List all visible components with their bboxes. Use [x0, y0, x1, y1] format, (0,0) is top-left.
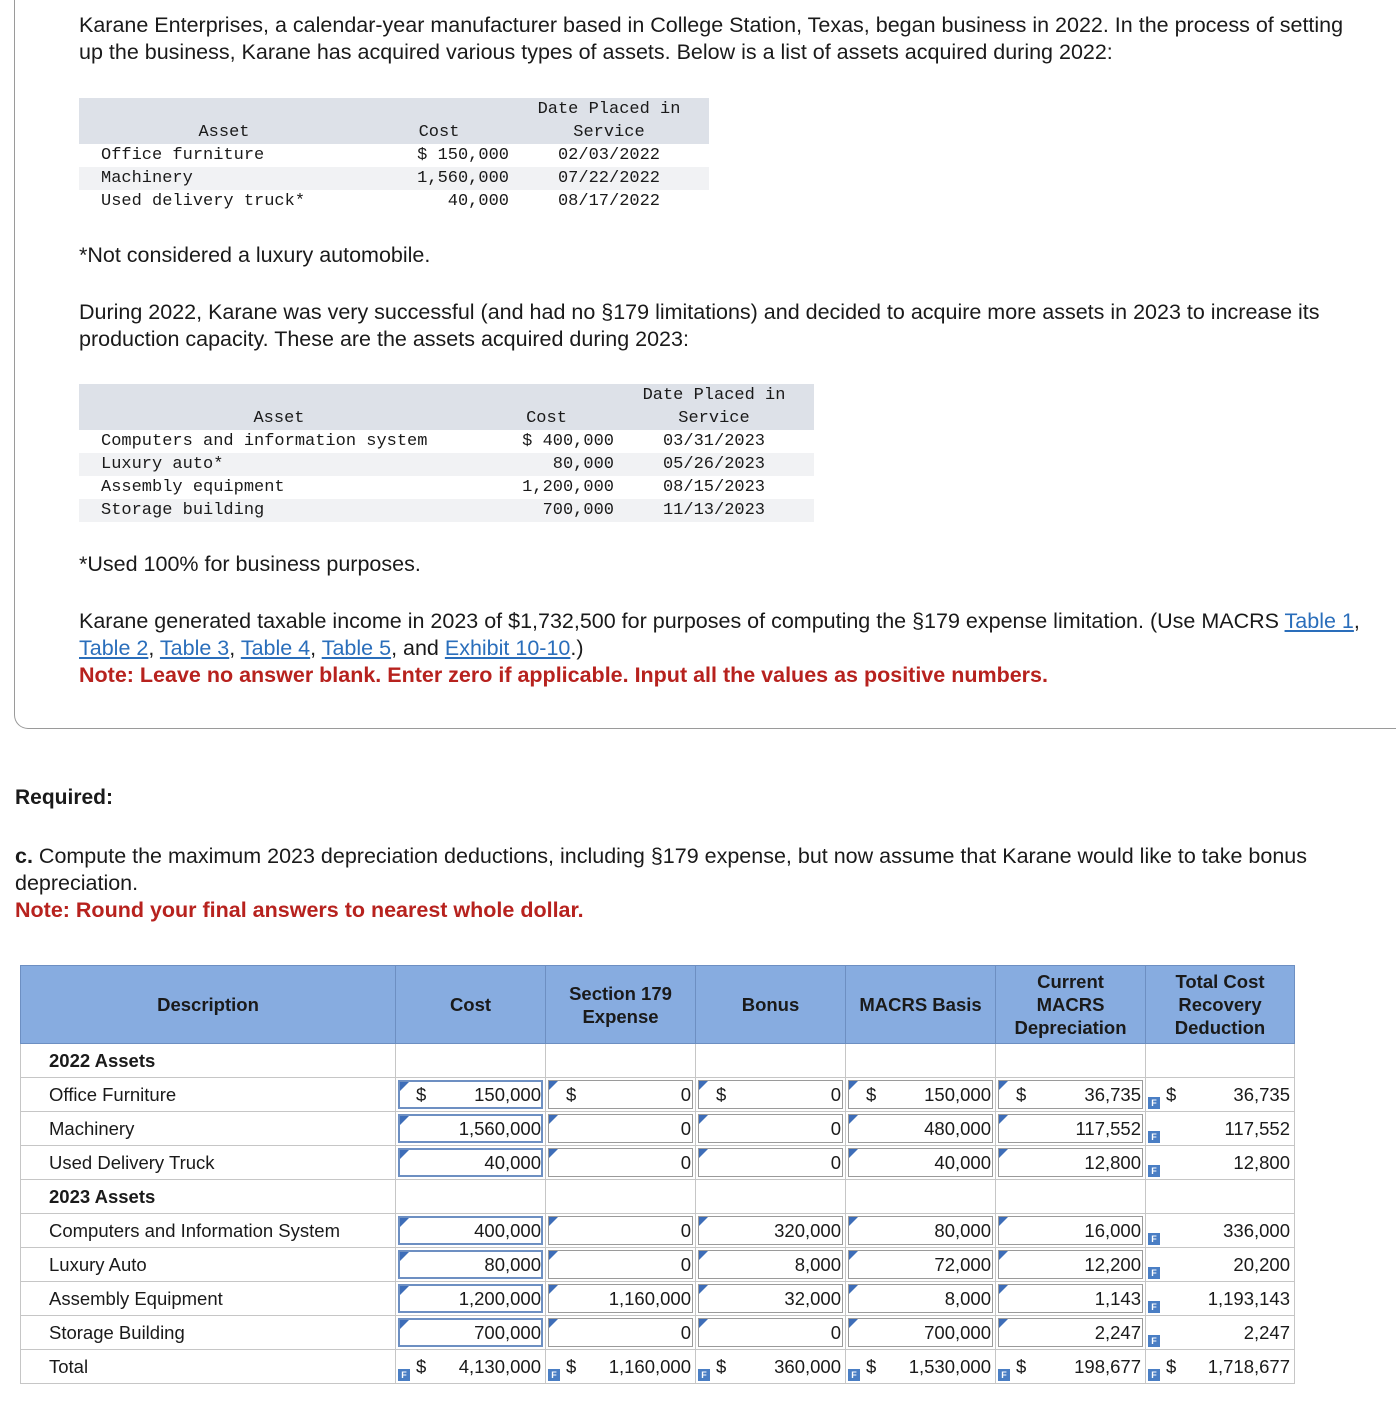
- cost-value: 80,000: [484, 1254, 541, 1275]
- input-marker-icon: [549, 1217, 558, 1226]
- group-label: 2023 Assets: [21, 1180, 396, 1214]
- bonus-input[interactable]: [698, 1318, 843, 1347]
- cost-value: 40,000: [484, 1152, 541, 1173]
- input-marker-icon: [400, 1116, 409, 1125]
- formula-icon[interactable]: F: [1148, 1131, 1160, 1143]
- part-c-question: c. Compute the maximum 2023 depreciation deductions, including §179 expense, but now assume that Karane would like to take bonus depreciation. Note: Round your final answers to nearest whole dollar.: [15, 844, 1308, 922]
- total-recovery-value: 117,552: [1224, 1118, 1290, 1139]
- bonus-value: 320,000: [774, 1220, 841, 1241]
- section-179-input[interactable]: [548, 1250, 693, 1279]
- input-marker-icon: [549, 1149, 558, 1158]
- dollar-sign: $: [1166, 1356, 1177, 1377]
- section-179-value: 0: [680, 1254, 691, 1275]
- input-marker-icon: [849, 1149, 858, 1158]
- row-description: Office Furniture: [21, 1078, 396, 1112]
- dollar-sign: $: [566, 1356, 577, 1377]
- col-date-header: Date Placed in: [614, 384, 814, 407]
- dollar-sign: $: [566, 1084, 577, 1105]
- table-row: [21, 1112, 1295, 1146]
- footnote-luxury: *Not considered a luxury automobile.: [79, 243, 431, 267]
- header-bonus: Bonus: [696, 966, 846, 1044]
- macrs-basis-value: 72,000: [934, 1254, 991, 1275]
- col-service-header: Service: [509, 121, 709, 144]
- table-row: Machinery 1,560,000 07/22/2022: [79, 167, 709, 190]
- row-description: Used Delivery Truck: [21, 1146, 396, 1180]
- section-179-input[interactable]: [548, 1318, 693, 1347]
- input-marker-icon: [849, 1285, 858, 1294]
- input-marker-icon: [400, 1252, 409, 1261]
- formula-icon[interactable]: F: [1148, 1301, 1160, 1313]
- col-service-header: Service: [614, 407, 814, 430]
- total-recovery-value: 336,000: [1223, 1220, 1290, 1241]
- cost-value: 1,200,000: [458, 1288, 541, 1309]
- section-179-input[interactable]: [548, 1114, 693, 1143]
- current-macrs-value: 1,143: [1094, 1288, 1141, 1309]
- current-macrs-value: 36,735: [1084, 1084, 1141, 1105]
- header-current-macrs: Current MACRS Depreciation: [996, 966, 1146, 1044]
- current-macrs-value: 12,200: [1084, 1254, 1141, 1275]
- required-heading: Required:: [15, 786, 114, 809]
- input-marker-icon: [699, 1149, 708, 1158]
- dollar-sign: $: [866, 1356, 877, 1377]
- bonus-value: 0: [830, 1322, 841, 1343]
- formula-icon[interactable]: F: [398, 1369, 410, 1381]
- input-marker-icon: [549, 1115, 558, 1124]
- header-macrs-basis: MACRS Basis: [846, 966, 996, 1044]
- table-row: [21, 1248, 1295, 1282]
- input-marker-icon: [999, 1217, 1008, 1226]
- assets-2023-table: [79, 384, 814, 522]
- macrs-basis-value: 480,000: [924, 1118, 991, 1139]
- section-179-value: 1,160,000: [608, 1288, 691, 1309]
- table-row: [21, 1214, 1295, 1248]
- para-taxable-income: Karane generated taxable income in 2023 of $1,732,500 for purposes of computing the §179 expense limitation. (Use MACRS Table 1, Table 2, Table 3, Table 4, Table 5, and Exhibit 10-10.) Note: Leave no answer blank. Enter zero if applicable. Input all the values as positive numbers.: [79, 609, 1360, 687]
- formula-icon[interactable]: F: [698, 1369, 710, 1381]
- header-cost: Cost: [396, 966, 546, 1044]
- header-total-cost-recovery: Total Cost Recovery Deduction: [1146, 966, 1295, 1044]
- macrs-basis-value: 40,000: [934, 1152, 991, 1173]
- macrs-basis-value: 150,000: [924, 1084, 991, 1105]
- row-description: Assembly Equipment: [21, 1282, 396, 1316]
- input-marker-icon: [999, 1285, 1008, 1294]
- para-2022-success: During 2022, Karane was very successful (and had no §179 limitations) and decided to acquire more assets in 2023 to increase its production capacity. These are the assets acquired during 2023:: [79, 300, 1320, 351]
- row-description: Total: [21, 1350, 396, 1384]
- table-row: Luxury auto* 80,000 05/26/2023: [79, 453, 814, 476]
- group-2023-row: [21, 1180, 1295, 1214]
- dollar-sign: $: [1016, 1084, 1027, 1105]
- formula-icon[interactable]: F: [848, 1369, 860, 1381]
- header-section-179: Section 179 Expense: [546, 966, 696, 1044]
- row-description: Storage Building: [21, 1316, 396, 1350]
- formula-icon[interactable]: F: [548, 1369, 560, 1381]
- input-marker-icon: [699, 1217, 708, 1226]
- table-row: [21, 1146, 1295, 1180]
- dollar-sign: $: [716, 1356, 727, 1377]
- input-marker-icon: [699, 1251, 708, 1260]
- depreciation-answer-table: [20, 965, 1295, 1384]
- section-179-value: 0: [680, 1084, 691, 1105]
- input-marker-icon: [400, 1150, 409, 1159]
- formula-icon[interactable]: F: [1148, 1335, 1160, 1347]
- input-marker-icon: [699, 1081, 708, 1090]
- table-row: [21, 1282, 1295, 1316]
- total-recovery-value: 20,200: [1233, 1254, 1290, 1275]
- input-marker-icon: [400, 1218, 409, 1227]
- group-2022-row: [21, 1044, 1295, 1078]
- current-macrs-value: 198,677: [1074, 1356, 1141, 1377]
- col-asset-header: Asset: [79, 407, 479, 430]
- cost-value: 1,560,000: [458, 1118, 541, 1139]
- col-cost-header: Cost: [479, 407, 614, 430]
- input-marker-icon: [699, 1285, 708, 1294]
- bonus-value: 360,000: [774, 1356, 841, 1377]
- row-description: Machinery: [21, 1112, 396, 1146]
- section-179-value: 0: [680, 1118, 691, 1139]
- bonus-value: 0: [830, 1118, 841, 1139]
- input-marker-icon: [849, 1319, 858, 1328]
- dollar-sign: $: [416, 1084, 427, 1105]
- table-row: Storage building 700,000 11/13/2023: [79, 499, 814, 522]
- total-recovery-value: 1,718,677: [1207, 1356, 1290, 1377]
- section-179-value: 0: [680, 1322, 691, 1343]
- note-round: Note: Round your final answers to nearest whole dollar.: [15, 898, 584, 922]
- macrs-basis-value: 1,530,000: [908, 1356, 991, 1377]
- link-table-2[interactable]: Table 2: [79, 636, 149, 660]
- cost-value: 4,130,000: [458, 1356, 541, 1377]
- dollar-sign: $: [1016, 1356, 1027, 1377]
- cost-value: 400,000: [474, 1220, 541, 1241]
- section-179-input[interactable]: [548, 1216, 693, 1245]
- table-row: Assembly equipment 1,200,000 08/15/2023: [101, 478, 766, 497]
- section-179-input[interactable]: [548, 1148, 693, 1177]
- table-row: Computers and information system $ 400,000 03/31/2023: [101, 432, 766, 451]
- header-description: Description: [21, 966, 396, 1044]
- formula-icon[interactable]: F: [1148, 1165, 1160, 1177]
- formula-icon[interactable]: F: [1148, 1267, 1160, 1279]
- input-marker-icon: [999, 1319, 1008, 1328]
- input-marker-icon: [999, 1081, 1008, 1090]
- input-marker-icon: [849, 1251, 858, 1260]
- dollar-sign: $: [416, 1356, 427, 1377]
- current-macrs-value: 12,800: [1084, 1152, 1141, 1173]
- input-marker-icon: [400, 1082, 409, 1091]
- input-marker-icon: [849, 1081, 858, 1090]
- section-179-value: 0: [680, 1152, 691, 1173]
- formula-icon[interactable]: F: [1148, 1233, 1160, 1245]
- dollar-sign: $: [866, 1084, 877, 1105]
- total-recovery-value: 12,800: [1233, 1152, 1290, 1173]
- formula-icon[interactable]: F: [1148, 1369, 1160, 1381]
- row-description: Computers and Information System: [21, 1214, 396, 1248]
- input-marker-icon: [400, 1286, 409, 1295]
- section-179-value: 1,160,000: [608, 1356, 691, 1377]
- input-marker-icon: [699, 1115, 708, 1124]
- bonus-value: 32,000: [784, 1288, 841, 1309]
- current-macrs-value: 16,000: [1084, 1220, 1141, 1241]
- total-recovery-value: 2,247: [1243, 1322, 1290, 1343]
- input-marker-icon: [400, 1320, 409, 1329]
- input-marker-icon: [549, 1251, 558, 1260]
- cost-value: 700,000: [474, 1322, 541, 1343]
- formula-icon[interactable]: F: [998, 1369, 1010, 1381]
- link-table-3[interactable]: Table 3: [159, 636, 230, 660]
- current-macrs-value: 117,552: [1075, 1118, 1141, 1139]
- assets-2022-table: [79, 98, 709, 213]
- total-recovery-value: 36,735: [1233, 1084, 1290, 1105]
- cost-value: 150,000: [474, 1084, 541, 1105]
- macrs-basis-value: 80,000: [934, 1220, 991, 1241]
- section-179-value: 0: [680, 1220, 691, 1241]
- dollar-sign: $: [1166, 1084, 1177, 1105]
- link-table-4[interactable]: Table 4: [240, 636, 311, 660]
- bonus-input[interactable]: [698, 1114, 843, 1143]
- macrs-basis-value: 8,000: [944, 1288, 991, 1309]
- bonus-value: 0: [830, 1084, 841, 1105]
- col-cost-header: Cost: [369, 121, 509, 144]
- intro-text: Karane Enterprises, a calendar-year manufacturer based in College Station, Texas, began business in 2022. In the process of setting up the business, Karane has acquired various types of assets. Below is a list of assets acquired during 2022:: [79, 13, 1344, 64]
- row-description: Luxury Auto: [21, 1248, 396, 1282]
- input-marker-icon: [999, 1115, 1008, 1124]
- formula-icon[interactable]: F: [1148, 1097, 1160, 1109]
- col-date-header: Date Placed in: [509, 98, 709, 121]
- dollar-sign: $: [716, 1084, 727, 1105]
- group-label: 2022 Assets: [21, 1044, 396, 1078]
- total-recovery-value: 1,193,143: [1207, 1288, 1290, 1309]
- link-table-5[interactable]: Table 5: [321, 636, 392, 660]
- col-asset-header: Asset: [79, 121, 369, 144]
- link-exhibit-10-10[interactable]: Exhibit 10-10: [444, 636, 571, 660]
- total-row: [21, 1350, 1295, 1384]
- link-table-1[interactable]: Table 1: [1284, 609, 1354, 633]
- input-marker-icon: [549, 1319, 558, 1328]
- input-marker-icon: [549, 1081, 558, 1090]
- input-marker-icon: [549, 1285, 558, 1294]
- input-marker-icon: [999, 1149, 1008, 1158]
- note-leave-no-blank: Note: Leave no answer blank. Enter zero if applicable. Input all the values as positive numbers.: [79, 663, 1048, 687]
- current-macrs-value: 2,247: [1094, 1322, 1141, 1343]
- bonus-input[interactable]: [698, 1148, 843, 1177]
- table-row: Office furniture $ 150,000 02/03/2022: [101, 146, 661, 165]
- table-row: Used delivery truck* 40,000 08/17/2022: [101, 192, 661, 211]
- table-row: [21, 1078, 1295, 1112]
- input-marker-icon: [699, 1319, 708, 1328]
- bonus-value: 0: [830, 1152, 841, 1173]
- footnote-business-use: *Used 100% for business purposes.: [79, 552, 421, 576]
- macrs-basis-value: 700,000: [924, 1322, 991, 1343]
- input-marker-icon: [849, 1217, 858, 1226]
- input-marker-icon: [849, 1115, 858, 1124]
- bonus-value: 8,000: [794, 1254, 841, 1275]
- table-row: [21, 1316, 1295, 1350]
- input-marker-icon: [999, 1251, 1008, 1260]
